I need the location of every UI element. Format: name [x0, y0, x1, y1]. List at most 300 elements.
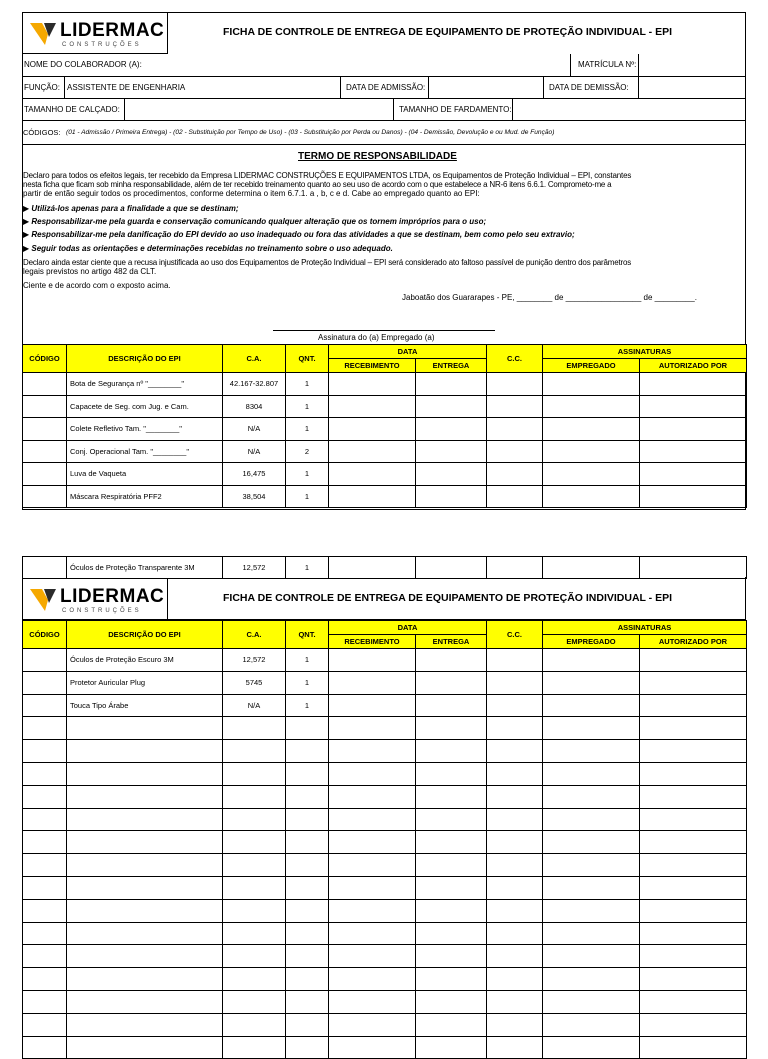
- qnt-cell: [286, 876, 329, 899]
- bullet-1-text: Utilizá-los apenas para a finalidade a que se destinam;: [31, 204, 239, 213]
- ca-cell: [223, 717, 286, 740]
- funcao-value[interactable]: ASSISTENTE DE ENGENHARIA: [67, 83, 186, 92]
- descricao-cell: [67, 808, 223, 831]
- recebimento-cell[interactable]: [329, 876, 416, 899]
- descricao-cell: [67, 717, 223, 740]
- entrega-cell[interactable]: [416, 649, 487, 672]
- recebimento-cell[interactable]: [329, 557, 416, 579]
- autorizado-signature-cell[interactable]: [640, 808, 747, 831]
- cc-cell[interactable]: [487, 649, 543, 672]
- codigo-cell[interactable]: [23, 785, 67, 808]
- table-row: [23, 463, 747, 486]
- codigo-cell[interactable]: [23, 395, 67, 418]
- empregado-signature-cell[interactable]: [543, 762, 640, 785]
- col-codigo-header: CÓDIGO: [23, 621, 67, 649]
- autorizado-signature-cell[interactable]: [640, 557, 747, 579]
- cc-cell[interactable]: [487, 395, 543, 418]
- ca-cell: 5745: [223, 671, 286, 694]
- ca-cell: [223, 831, 286, 854]
- entrega-cell[interactable]: [416, 671, 487, 694]
- calcado-input[interactable]: [124, 99, 394, 121]
- ca-cell: 42.167-32.807: [223, 373, 286, 396]
- recebimento-cell[interactable]: [329, 854, 416, 877]
- cc-cell[interactable]: [487, 990, 543, 1013]
- cc-cell[interactable]: [487, 717, 543, 740]
- qnt-cell: [286, 740, 329, 763]
- autorizado-signature-cell[interactable]: [640, 418, 747, 441]
- codigos-label: CÓDIGOS:: [23, 128, 61, 137]
- row-tamanhos: [22, 99, 746, 121]
- autorizado-signature-cell[interactable]: [640, 649, 747, 672]
- cc-cell[interactable]: [487, 418, 543, 441]
- empregado-signature-cell[interactable]: [543, 373, 640, 396]
- descricao-cell: Capacete de Seg. com Jug. e Cam.: [67, 395, 223, 418]
- qnt-cell: [286, 1013, 329, 1036]
- cc-cell[interactable]: [487, 762, 543, 785]
- empregado-signature-cell[interactable]: [543, 785, 640, 808]
- col-cc-header: C.C.: [487, 345, 543, 373]
- fardamento-label: TAMANHO DE FARDAMENTO:: [399, 105, 512, 114]
- autorizado-signature-cell[interactable]: [640, 762, 747, 785]
- entrega-cell[interactable]: [416, 854, 487, 877]
- cc-cell[interactable]: [487, 463, 543, 486]
- codigo-cell[interactable]: [23, 1013, 67, 1036]
- table-row: [23, 922, 747, 945]
- col-recebimento-header: RECEBIMENTO: [329, 359, 416, 373]
- table-row: [23, 395, 747, 418]
- recebimento-cell[interactable]: [329, 418, 416, 441]
- empregado-signature-cell[interactable]: [543, 557, 640, 579]
- ca-cell: 16,475: [223, 463, 286, 486]
- descricao-cell: Touca Tipo Árabe: [67, 694, 223, 717]
- recebimento-cell[interactable]: [329, 945, 416, 968]
- autorizado-signature-cell[interactable]: [640, 831, 747, 854]
- termo-bullet-3: [23, 231, 575, 240]
- epi-table-page-2: [22, 620, 747, 1059]
- codigo-cell[interactable]: [23, 854, 67, 877]
- codigo-cell[interactable]: [23, 876, 67, 899]
- col-empregado-header: EMPREGADO: [543, 635, 640, 649]
- cc-cell[interactable]: [487, 557, 543, 579]
- col-recebimento-header: RECEBIMENTO: [329, 635, 416, 649]
- table-row: [23, 968, 747, 991]
- entrega-cell[interactable]: [416, 922, 487, 945]
- ca-cell: [223, 785, 286, 808]
- table-row: [23, 876, 747, 899]
- table-row: [23, 485, 747, 508]
- autorizado-signature-cell[interactable]: [640, 945, 747, 968]
- recebimento-cell[interactable]: [329, 899, 416, 922]
- empregado-signature-cell[interactable]: [543, 854, 640, 877]
- recebimento-cell[interactable]: [329, 922, 416, 945]
- autorizado-signature-cell[interactable]: [640, 485, 747, 508]
- qnt-cell: [286, 922, 329, 945]
- logo-cell-page-2: [22, 578, 168, 620]
- autorizado-signature-cell[interactable]: [640, 1013, 747, 1036]
- cc-cell[interactable]: [487, 485, 543, 508]
- descricao-cell: [67, 785, 223, 808]
- cc-cell[interactable]: [487, 831, 543, 854]
- col-empregado-header: EMPREGADO: [543, 359, 640, 373]
- col-data-header: DATA: [329, 621, 487, 635]
- descricao-cell: [67, 968, 223, 991]
- entrega-cell[interactable]: [416, 899, 487, 922]
- table-row: [23, 762, 747, 785]
- descricao-cell: Bota de Segurança nº "________": [67, 373, 223, 396]
- entrega-cell[interactable]: [416, 762, 487, 785]
- autorizado-signature-cell[interactable]: [640, 463, 747, 486]
- termo-bullet-1: [23, 205, 239, 214]
- col-descricao-header: DESCRIÇÃO DO EPI: [67, 345, 223, 373]
- termo-paragraph-2-line-1: Declaro ainda estar ciente que a recusa injustificada ao uso dos Equipamentos de Proteção Individual – EPI será considerado ato faltoso passível de punição dentro dos parâmetros: [23, 258, 632, 267]
- matricula-input[interactable]: [638, 54, 746, 77]
- logo-cell: [22, 12, 168, 54]
- col-ca-header: C.A.: [223, 621, 286, 649]
- qnt-cell: 1: [286, 373, 329, 396]
- col-assinaturas-header: ASSINATURAS: [543, 345, 747, 359]
- autorizado-signature-cell[interactable]: [640, 876, 747, 899]
- ca-cell: 38,504: [223, 485, 286, 508]
- empregado-signature-cell[interactable]: [543, 395, 640, 418]
- qnt-cell: [286, 968, 329, 991]
- codigo-cell[interactable]: [23, 717, 67, 740]
- autorizado-signature-cell[interactable]: [640, 899, 747, 922]
- autorizado-signature-cell[interactable]: [640, 922, 747, 945]
- codigo-cell[interactable]: [23, 649, 67, 672]
- qnt-cell: 1: [286, 395, 329, 418]
- cc-cell[interactable]: [487, 968, 543, 991]
- qnt-cell: 1: [286, 463, 329, 486]
- ca-cell: [223, 1036, 286, 1059]
- descricao-cell: Óculos de Proteção Escuro 3M: [67, 649, 223, 672]
- descricao-cell: [67, 1036, 223, 1059]
- table-row: [23, 831, 747, 854]
- entrega-cell[interactable]: [416, 463, 487, 486]
- col-entrega-header: ENTREGA: [416, 635, 487, 649]
- empregado-signature-cell[interactable]: [543, 740, 640, 763]
- table-row: [23, 418, 747, 441]
- autorizado-signature-cell[interactable]: [640, 740, 747, 763]
- qnt-cell: [286, 945, 329, 968]
- qnt-cell: 1: [286, 557, 329, 579]
- entrega-cell[interactable]: [416, 945, 487, 968]
- cc-cell[interactable]: [487, 1013, 543, 1036]
- empregado-signature-cell[interactable]: [543, 694, 640, 717]
- descricao-cell: [67, 762, 223, 785]
- empregado-signature-cell[interactable]: [543, 418, 640, 441]
- table-row: [23, 899, 747, 922]
- descricao-cell: Luva de Vaqueta: [67, 463, 223, 486]
- descricao-cell: [67, 876, 223, 899]
- autorizado-signature-cell[interactable]: [640, 395, 747, 418]
- table-row: [23, 671, 747, 694]
- recebimento-cell[interactable]: [329, 694, 416, 717]
- recebimento-cell[interactable]: [329, 1013, 416, 1036]
- termo-bullet-2: [23, 218, 486, 227]
- autorizado-signature-cell[interactable]: [640, 1036, 747, 1059]
- entrega-cell[interactable]: [416, 831, 487, 854]
- table-row: [23, 440, 747, 463]
- ca-cell: [223, 1013, 286, 1036]
- autorizado-signature-cell[interactable]: [640, 440, 747, 463]
- cc-cell[interactable]: [487, 785, 543, 808]
- empregado-signature-cell[interactable]: [543, 922, 640, 945]
- codigo-cell[interactable]: [23, 831, 67, 854]
- empregado-signature-cell[interactable]: [543, 968, 640, 991]
- recebimento-cell[interactable]: [329, 808, 416, 831]
- codigo-cell[interactable]: [23, 463, 67, 486]
- codigo-cell[interactable]: [23, 485, 67, 508]
- table-row: [23, 1036, 747, 1059]
- ca-cell: 8304: [223, 395, 286, 418]
- entrega-cell[interactable]: [416, 557, 487, 579]
- descricao-cell: [67, 831, 223, 854]
- empregado-signature-cell[interactable]: [543, 808, 640, 831]
- codigo-cell[interactable]: [23, 557, 67, 579]
- codigo-cell[interactable]: [23, 694, 67, 717]
- autorizado-signature-cell[interactable]: [640, 785, 747, 808]
- qnt-cell: 1: [286, 485, 329, 508]
- qnt-cell: [286, 808, 329, 831]
- col-autorizado-header: AUTORIZADO POR: [640, 359, 747, 373]
- descricao-cell: Máscara Respiratória PFF2: [67, 485, 223, 508]
- empregado-signature-cell[interactable]: [543, 945, 640, 968]
- descricao-cell: [67, 740, 223, 763]
- descricao-cell: Colete Refletivo Tam. "________": [67, 418, 223, 441]
- cc-cell[interactable]: [487, 740, 543, 763]
- ca-cell: 12,572: [223, 649, 286, 672]
- descricao-cell: Protetor Auricular Plug: [67, 671, 223, 694]
- codigo-cell[interactable]: [23, 373, 67, 396]
- codigo-cell[interactable]: [23, 968, 67, 991]
- empregado-signature-cell[interactable]: [543, 671, 640, 694]
- recebimento-cell[interactable]: [329, 717, 416, 740]
- descricao-cell: [67, 899, 223, 922]
- codigo-cell[interactable]: [23, 808, 67, 831]
- codigo-cell[interactable]: [23, 418, 67, 441]
- descricao-cell: [67, 922, 223, 945]
- entrega-cell[interactable]: [416, 968, 487, 991]
- empregado-signature-cell[interactable]: [543, 649, 640, 672]
- autorizado-signature-cell[interactable]: [640, 854, 747, 877]
- qnt-cell: 1: [286, 694, 329, 717]
- autorizado-signature-cell[interactable]: [640, 373, 747, 396]
- cc-cell[interactable]: [487, 373, 543, 396]
- table-row: [23, 1013, 747, 1036]
- codigo-cell[interactable]: [23, 1036, 67, 1059]
- row-nome: [22, 54, 746, 77]
- table-row: [23, 808, 747, 831]
- entrega-cell[interactable]: [416, 418, 487, 441]
- col-entrega-header: ENTREGA: [416, 359, 487, 373]
- recebimento-cell[interactable]: [329, 762, 416, 785]
- table-row: [23, 557, 747, 579]
- codigo-cell[interactable]: [23, 762, 67, 785]
- entrega-cell[interactable]: [416, 1013, 487, 1036]
- qnt-cell: [286, 854, 329, 877]
- cc-cell[interactable]: [487, 899, 543, 922]
- brand-subtitle: CONSTRUÇÕES: [62, 42, 142, 48]
- descricao-cell: [67, 854, 223, 877]
- codigo-cell[interactable]: [23, 945, 67, 968]
- table-row: [23, 854, 747, 877]
- descricao-cell: Conj. Operacional Tam. "________": [67, 440, 223, 463]
- qnt-cell: 1: [286, 649, 329, 672]
- recebimento-cell[interactable]: [329, 440, 416, 463]
- recebimento-cell[interactable]: [329, 831, 416, 854]
- recebimento-cell[interactable]: [329, 463, 416, 486]
- recebimento-cell[interactable]: [329, 1036, 416, 1059]
- qnt-cell: 1: [286, 418, 329, 441]
- table-row: [23, 649, 747, 672]
- ca-cell: [223, 922, 286, 945]
- recebimento-cell[interactable]: [329, 740, 416, 763]
- cc-cell[interactable]: [487, 945, 543, 968]
- codigo-cell[interactable]: [23, 922, 67, 945]
- termo-paragraph-1-line-2: nesta ficha que ficam sob minha responsabilidade, além de ter recebido treinamento quanto ao seu uso de acordo com o que estabelece a NR-6 itens 6.6.1. Comprometo-me a: [23, 180, 612, 189]
- matricula-divider: [570, 54, 571, 77]
- termo-bullet-4: [23, 245, 393, 254]
- lidermac-logo-icon: [30, 587, 56, 613]
- entrega-cell[interactable]: [416, 395, 487, 418]
- epi-table-page-1: [22, 344, 747, 508]
- col-autorizado-header: AUTORIZADO POR: [640, 635, 747, 649]
- descricao-cell: [67, 945, 223, 968]
- autorizado-signature-cell[interactable]: [640, 717, 747, 740]
- brand-name: LIDERMAC: [60, 20, 165, 41]
- entrega-cell[interactable]: [416, 740, 487, 763]
- empregado-signature-cell[interactable]: [543, 463, 640, 486]
- entrega-cell[interactable]: [416, 485, 487, 508]
- descricao-cell: Óculos de Proteção Transparente 3M: [67, 557, 223, 579]
- qnt-cell: [286, 717, 329, 740]
- qnt-cell: [286, 785, 329, 808]
- empregado-signature-cell[interactable]: [543, 899, 640, 922]
- cc-cell[interactable]: [487, 694, 543, 717]
- qnt-cell: [286, 831, 329, 854]
- col-descricao-header: DESCRIÇÃO DO EPI: [67, 621, 223, 649]
- empregado-signature-cell[interactable]: [543, 990, 640, 1013]
- cc-cell[interactable]: [487, 1036, 543, 1059]
- signature-line[interactable]: [273, 330, 495, 331]
- admissao-input[interactable]: [428, 77, 544, 99]
- termo-paragraph-2-line-2: legais previstos no artigo 482 da CLT.: [23, 267, 157, 276]
- ca-cell: N/A: [223, 694, 286, 717]
- bullet-icon: ▶: [23, 204, 32, 213]
- demissao-input[interactable]: [638, 77, 746, 99]
- qnt-cell: 1: [286, 671, 329, 694]
- cc-cell[interactable]: [487, 854, 543, 877]
- entrega-cell[interactable]: [416, 1036, 487, 1059]
- entrega-cell[interactable]: [416, 876, 487, 899]
- ca-cell: [223, 876, 286, 899]
- recebimento-cell[interactable]: [329, 990, 416, 1013]
- nome-label: NOME DO COLABORADOR (A):: [24, 60, 142, 69]
- demissao-label: DATA DE DEMISSÃO:: [549, 83, 629, 92]
- col-qnt-header: QNT.: [286, 345, 329, 373]
- codigo-cell[interactable]: [23, 440, 67, 463]
- entrega-cell[interactable]: [416, 373, 487, 396]
- table-row: [23, 717, 747, 740]
- empregado-signature-cell[interactable]: [543, 440, 640, 463]
- cc-cell[interactable]: [487, 922, 543, 945]
- brand-subtitle: CONSTRUÇÕES: [62, 608, 142, 614]
- descricao-cell: [67, 1013, 223, 1036]
- signature-label: Assinatura do (a) Empregado (a): [318, 333, 435, 342]
- descricao-cell: [67, 990, 223, 1013]
- ca-cell: [223, 899, 286, 922]
- autorizado-signature-cell[interactable]: [640, 671, 747, 694]
- recebimento-cell[interactable]: [329, 649, 416, 672]
- empregado-signature-cell[interactable]: [543, 831, 640, 854]
- bullet-icon: ▶: [23, 244, 32, 253]
- empregado-signature-cell[interactable]: [543, 485, 640, 508]
- entrega-cell[interactable]: [416, 785, 487, 808]
- brand-name: LIDERMAC: [60, 586, 165, 607]
- bullet-icon: ▶: [23, 217, 32, 226]
- termo-local-data[interactable]: Jaboatão dos Guararapes - PE, ________ de _________________ de _________.: [402, 293, 697, 302]
- entrega-cell[interactable]: [416, 694, 487, 717]
- recebimento-cell[interactable]: [329, 671, 416, 694]
- page-title: FICHA DE CONTROLE DE ENTREGA DE EQUIPAMENTO DE PROTEÇÃO INDIVIDUAL - EPI: [223, 26, 673, 38]
- ca-cell: [223, 808, 286, 831]
- col-data-header: DATA: [329, 345, 487, 359]
- bullet-3-text: Responsabilizar-me pela danificação do EPI devido ao uso inadequado ou fora das atividades a que se destinam, bem como pelo seu extravio;: [31, 230, 575, 239]
- codigos-text: (01 - Admissão / Primeira Entrega) - (02 - Substituição por Tempo de Uso) - (03 - Substituição por Perda ou Danos) - (04 - Demissão, Devolução e ou Mud. de Função): [66, 129, 555, 136]
- empregado-signature-cell[interactable]: [543, 1013, 640, 1036]
- codigo-cell[interactable]: [23, 671, 67, 694]
- cc-cell[interactable]: [487, 440, 543, 463]
- empregado-signature-cell[interactable]: [543, 1036, 640, 1059]
- codigo-cell[interactable]: [23, 740, 67, 763]
- funcao-label: FUNÇÃO:: [24, 83, 60, 92]
- fardamento-input[interactable]: [512, 99, 746, 121]
- autorizado-signature-cell[interactable]: [640, 990, 747, 1013]
- codigo-cell[interactable]: [23, 899, 67, 922]
- qnt-cell: [286, 762, 329, 785]
- ca-cell: [223, 740, 286, 763]
- entrega-cell[interactable]: [416, 808, 487, 831]
- empregado-signature-cell[interactable]: [543, 717, 640, 740]
- bullet-4-text: Seguir todas as orientações e determinações recebidas no treinamento sobre o uso adequado.: [31, 244, 393, 253]
- entrega-cell[interactable]: [416, 990, 487, 1013]
- recebimento-cell[interactable]: [329, 968, 416, 991]
- ca-cell: [223, 762, 286, 785]
- termo-ciente: Ciente e de acordo com o exposto acima.: [23, 281, 171, 290]
- entrega-cell[interactable]: [416, 717, 487, 740]
- cc-cell[interactable]: [487, 876, 543, 899]
- lidermac-logo-icon: [30, 21, 56, 47]
- admissao-label: DATA DE ADMISSÃO:: [346, 83, 426, 92]
- table-row: [23, 694, 747, 717]
- table-row: [23, 740, 747, 763]
- autorizado-signature-cell[interactable]: [640, 694, 747, 717]
- table-row: [23, 785, 747, 808]
- recebimento-cell[interactable]: [329, 485, 416, 508]
- recebimento-cell[interactable]: [329, 395, 416, 418]
- recebimento-cell[interactable]: [329, 785, 416, 808]
- autorizado-signature-cell[interactable]: [640, 968, 747, 991]
- cc-cell[interactable]: [487, 671, 543, 694]
- recebimento-cell[interactable]: [329, 373, 416, 396]
- empregado-signature-cell[interactable]: [543, 876, 640, 899]
- entrega-cell[interactable]: [416, 440, 487, 463]
- calcado-label: TAMANHO DE CALÇADO:: [24, 105, 120, 114]
- ca-cell: [223, 945, 286, 968]
- cc-cell[interactable]: [487, 808, 543, 831]
- codigo-cell[interactable]: [23, 990, 67, 1013]
- col-ca-header: C.A.: [223, 345, 286, 373]
